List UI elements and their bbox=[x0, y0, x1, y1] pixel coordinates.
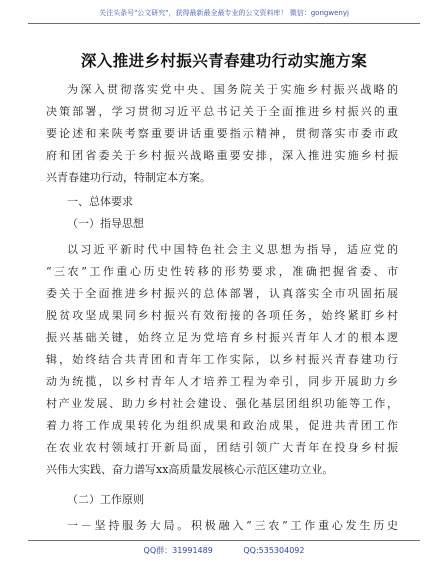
paragraph-line: 辑，始终结合共青团和青年工作实际，以乡村振兴青春建功行 bbox=[46, 353, 398, 366]
document-title: 深入推进乡村振兴青春建功行动实施方案 bbox=[80, 52, 368, 70]
paragraph-line: “三农”工作重心历史性转移的形势要求，准确把握省委、市 bbox=[46, 265, 398, 278]
paragraph-line: 委关于全面推进乡村振兴的总体部署，认真落实全市巩固拓展 bbox=[46, 287, 398, 300]
section-heading: 一、总体要求 bbox=[67, 195, 133, 208]
paragraph-line: 脱贫攻坚成果同乡村振兴有效衔接的各项任务，始终紧盯乡村 bbox=[46, 309, 398, 322]
paragraph-line: 村产业发展、助力乡村社会建设、强化基层团组织功能等工作， bbox=[46, 397, 398, 410]
footer bbox=[0, 545, 448, 556]
footer-qq-group: QQ群：31991489 bbox=[143, 546, 213, 555]
paragraph-line: 着力将工作成果转化为组织成果和政治成果，促进共青团工作 bbox=[46, 419, 398, 432]
paragraph-line: 决策部署，学习贯彻习近平总书记关于全面推进乡村振兴的重 bbox=[46, 105, 398, 118]
paragraph-line: 兴青春建功行动，特制定本方案。 bbox=[46, 171, 211, 184]
header-banner: 关注头条号"公文研究"，获得最新最全最专业的公文资料库！ 微信：gongwenyj bbox=[99, 9, 349, 17]
paragraph-line: 为深入贯彻落实党中央、国务院关于实施乡村振兴战略的 bbox=[67, 83, 398, 96]
paragraph-line: 振兴基础关键，始终立足为党培育乡村振兴青年人才的根本逻 bbox=[46, 331, 398, 344]
subsection-heading: （二）工作原则 bbox=[67, 493, 144, 506]
paragraph-line: 要论述和来陕考察重要讲话重要指示精神，贯彻落实市委市政 bbox=[46, 127, 398, 140]
header-divider bbox=[28, 23, 420, 24]
paragraph-line: 府和团省委关于乡村振兴战略重要安排，深入推进实施乡村振 bbox=[46, 149, 398, 162]
subsection-heading: （一）指导思想 bbox=[67, 217, 144, 230]
paragraph-line: 在农业农村领域打开新局面，团结引领广大青年在投身乡村振 bbox=[46, 441, 398, 454]
paragraph-line: 动为统揽，以乡村青年人才培养工程为牵引，同步开展助力乡 bbox=[46, 375, 398, 388]
footer-divider bbox=[28, 540, 420, 541]
paragraph-line: 兴伟大实践、奋力谱写xx高质量发展核心示范区建功立业。 bbox=[46, 463, 334, 476]
paragraph-line: 一－坚持服务大局。积极融入“三农”工作重心发生历史 bbox=[67, 519, 398, 532]
paragraph-line: 以习近平新时代中国特色社会主义思想为指导，适应党的 bbox=[67, 243, 398, 256]
footer-qq: QQ:535304092 bbox=[243, 546, 305, 555]
